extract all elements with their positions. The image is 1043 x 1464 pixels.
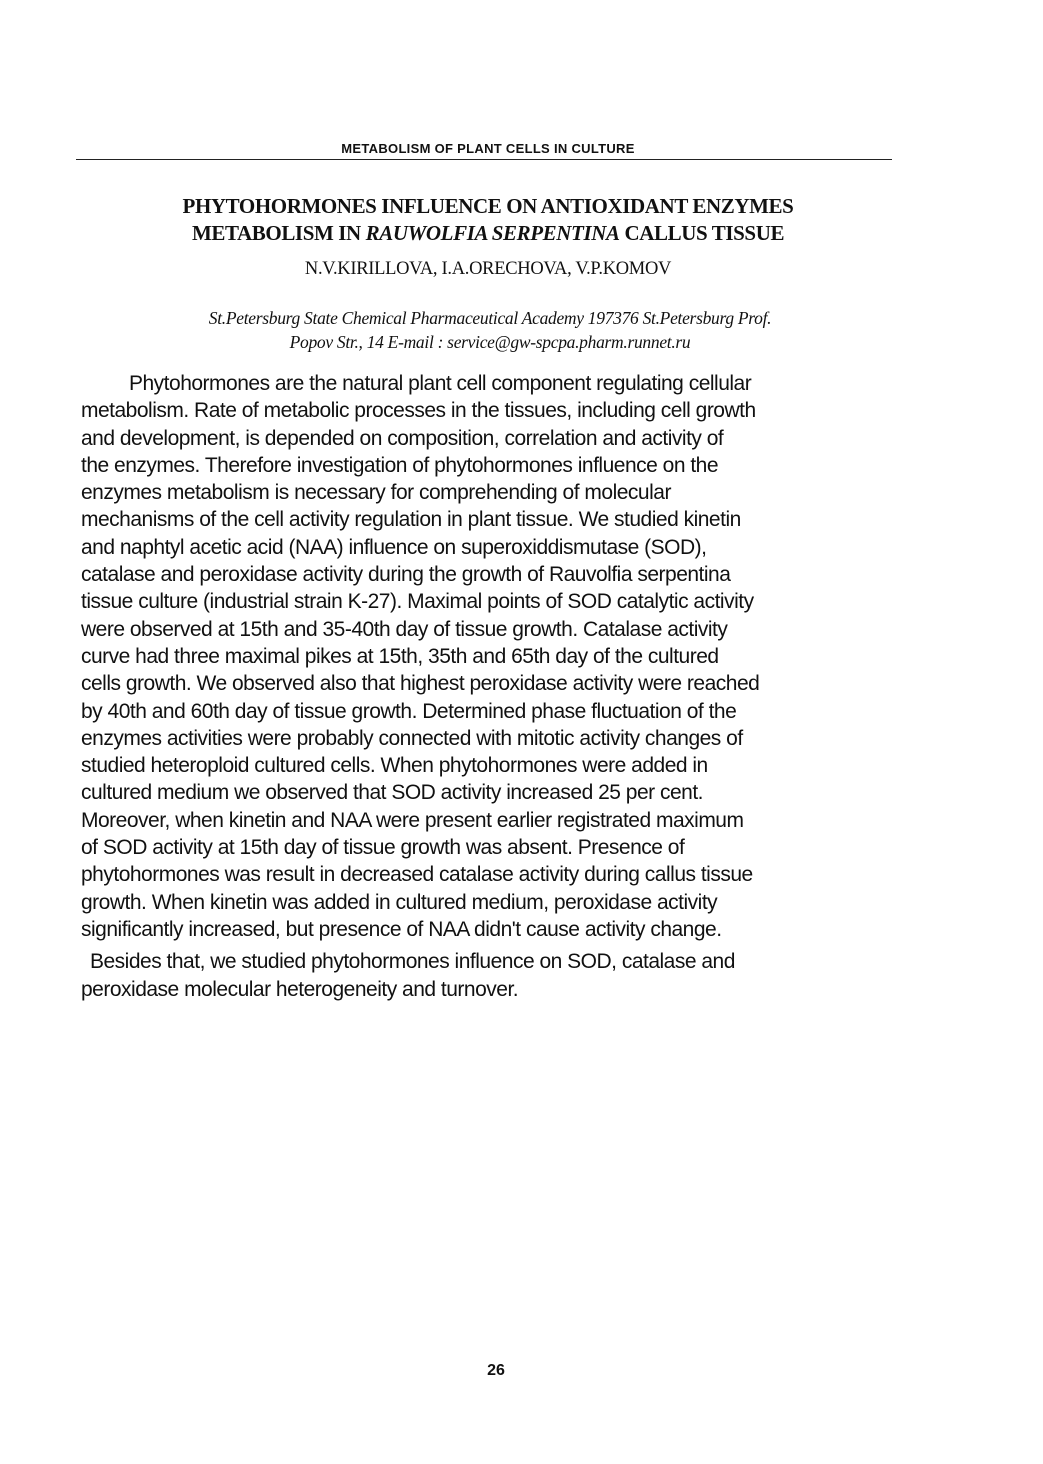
authors: N.V.KIRILLOVA, I.A.ORECHOVA, V.P.KOMOV: [304, 259, 672, 279]
abstract-line: were observed at 15th and 35-40th day of tissue growth. Catalase activity: [81, 617, 728, 641]
abstract-line: catalase and peroxidase activity during the growth of Rauvolfia serpentina: [81, 563, 731, 587]
abstract-line: Phytohormones are the natural plant cell component regulating cellular: [129, 372, 752, 395]
abstract-line: the enzymes. Therefore investigation of phytohormones influence on the: [81, 453, 719, 477]
abstract-line: cells growth. We observed also that highest peroxidase activity were reached: [81, 672, 760, 696]
abstract-body: [81, 370, 897, 1003]
abstract-line: and development, is depended on composition, correlation and activity of: [81, 426, 724, 450]
running-header: METABOLISM OF PLANT CELLS IN CULTURE: [341, 141, 635, 156]
abstract-line: metabolism. Rate of metabolic processes in the tissues, including cell growth: [81, 399, 756, 423]
closing-line: Besides that, we studied phytohormones influence on SOD, catalase and: [90, 950, 735, 974]
header-rule: [76, 159, 892, 160]
abstract-line: enzymes activities were probably connected with mitotic activity changes of: [81, 726, 743, 750]
abstract-line: Moreover, when kinetin and NAA were present earlier registrated maximum: [81, 808, 744, 832]
abstract-line: by 40th and 60th day of tissue growth. Determined phase fluctuation of the: [81, 699, 737, 723]
title-line-2: [100, 220, 876, 247]
title-line-2-end: CALLUS TISSUE: [619, 221, 785, 245]
closing-line: peroxidase molecular heterogeneity and turnover.: [81, 977, 519, 1001]
abstract-line: mechanisms of the cell activity regulation in plant tissue. We studied kinetin: [81, 508, 741, 532]
title-species-name: RAUWOLFIA SERPENTINA: [365, 221, 620, 245]
title-line-1: PHYTOHORMONES INFLUENCE ON ANTIOXIDANT ENZYMES: [182, 194, 794, 218]
article-title: [100, 193, 876, 247]
affiliation-line-1: St.Petersburg State Chemical Pharmaceutical Academy 197376 St.Petersburg Prof.: [208, 308, 772, 328]
abstract-line: studied heteroploid cultured cells. When phytohormones were added in: [81, 754, 708, 778]
page-number: 26: [487, 1362, 505, 1379]
abstract-line: phytohormones was result in decreased catalase activity during callus tissue: [81, 863, 753, 887]
abstract-line: and naphtyl acetic acid (NAA) influence on superoxiddismutase (SOD),: [81, 535, 707, 559]
abstract-line: cultured medium we observed that SOD activity increased 25 per cent.: [81, 781, 703, 805]
abstract-line: curve had three maximal pikes at 15th, 35th and 65th day of the cultured: [81, 644, 719, 668]
abstract-line: growth. When kinetin was added in cultured medium, peroxidase activity: [81, 890, 718, 914]
affiliation-line-2: Popov Str., 14 E-mail : service@gw-spcpa.pharm.runnet.ru: [289, 332, 691, 352]
abstract-line: of SOD activity at 15th day of tissue growth was absent. Presence of: [81, 836, 685, 860]
title-line-2-start: METABOLISM IN: [191, 221, 366, 245]
abstract-line: enzymes metabolism is necessary for comprehending of molecular: [81, 481, 671, 505]
abstract-line: tissue culture (industrial strain K-27). Maximal points of SOD catalytic activity: [81, 590, 754, 614]
affiliation: [90, 306, 890, 354]
abstract-line: significantly increased, but presence of NAA didn't cause activity change.: [81, 917, 722, 941]
